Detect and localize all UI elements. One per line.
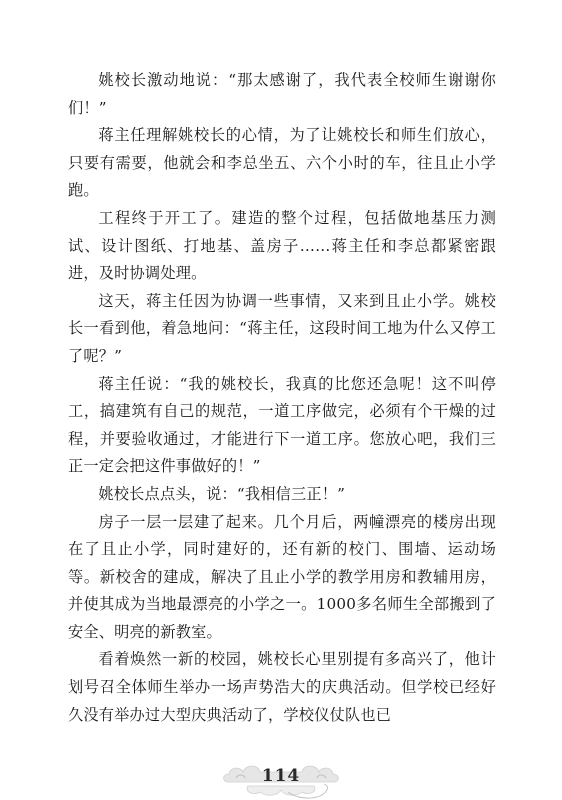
- page-footer: [0, 752, 562, 800]
- paragraph-6: 姚校长点点头，说：“我相信三正！”: [98, 484, 346, 503]
- paragraph-4: 这天，蒋主任因为协调一些事情，又来到且止小学。姚校长一看到他，着急地问：“蒋主任，这段时间工地为什么又停工了呢？”: [68, 291, 496, 365]
- paragraph-8: 看着焕然一新的校园，姚校长心里别提有多高兴了，他计划号召全体师生举办一场声势浩大的庆典活动。但学校已经好久没有举办过大型庆典活动了，学校仪仗队也已: [68, 650, 496, 724]
- paragraph-7: 房子一层一层建了起来。几个月后，两幢漂亮的楼房出现在了且止小学，同时建好的，还有新的校门、围墙、运动场等。新校舍的建成，解决了且止小学的教学用房和教辅用房，并使其成为当地最漂亮的小学之一。1000多名师生全部搬到了安全、明亮的新教室。: [68, 512, 496, 641]
- page-number: 114: [261, 766, 301, 786]
- paragraph-1: 姚校长激动地说：“那太感谢了，我代表全校师生谢谢你们！”: [68, 71, 496, 117]
- paragraph-3: 工程终于开工了。建造的整个过程，包括做地基压力测试、设计图纸、打地基、盖房子……蒋主任和李总都紧密跟进，及时协调处理。: [68, 208, 496, 283]
- paragraph-2: 蒋主任理解姚校长的心情，为了让姚校长和师生们放心，只要有需要，他就会和李总坐五、六个小时的车，往且止小学跑。: [68, 126, 496, 200]
- paragraph-5: 蒋主任说：“我的姚校长，我真的比您还急呢！这不叫停工，搞建筑有自己的规范，一道工序做完，必须有个干燥的过程，并要验收通过，才能进行下一道工序。您放心吧，我们三正一定会把这件事做好的！”: [68, 374, 496, 476]
- body-text: [68, 67, 496, 729]
